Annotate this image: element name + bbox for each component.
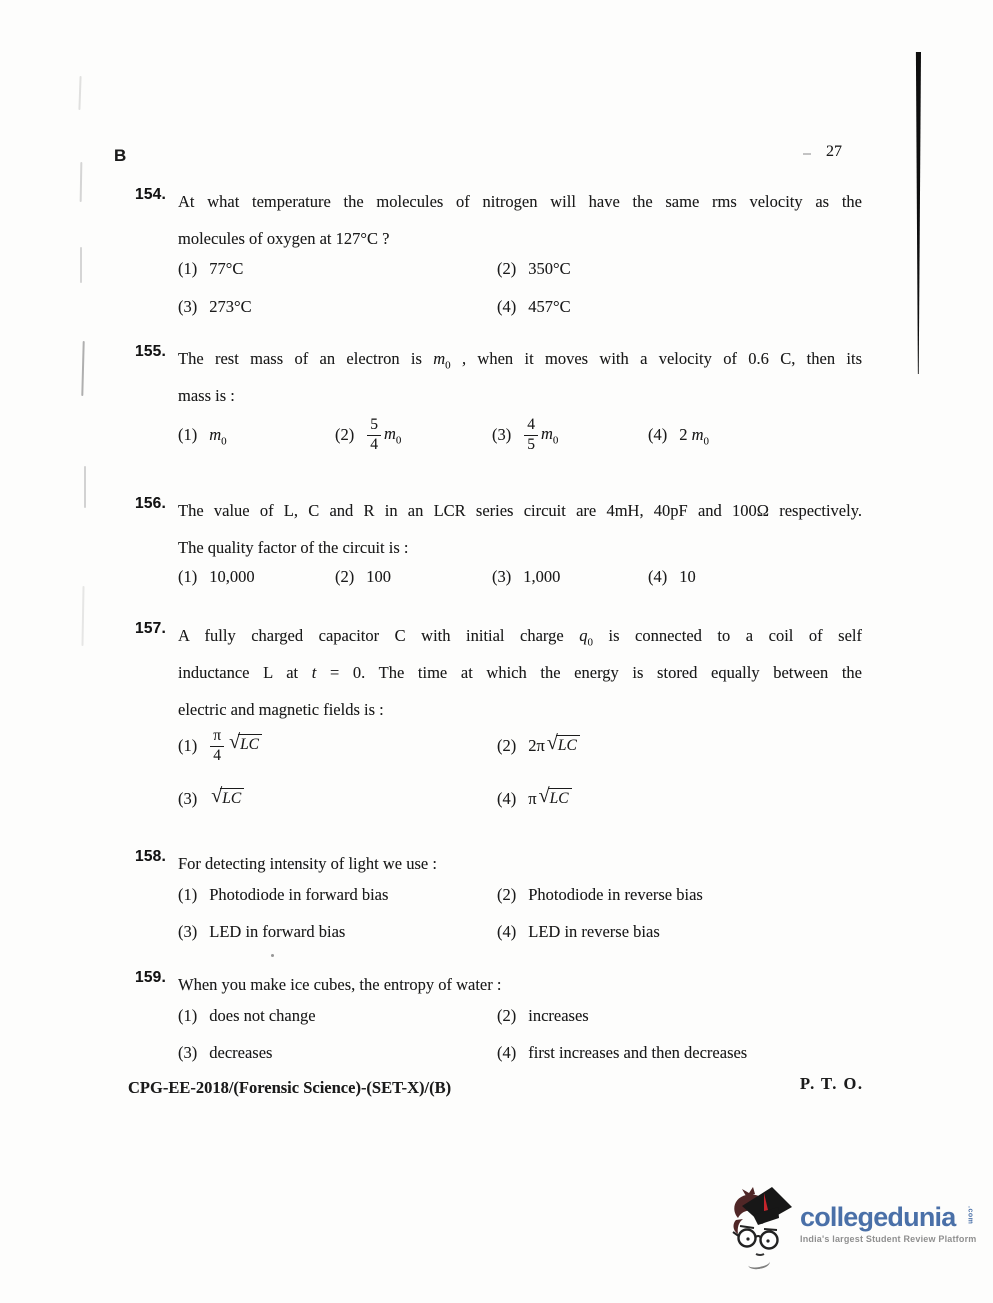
question-number: 156.: [135, 495, 166, 512]
option-item: [178, 566, 335, 588]
question-main: [178, 845, 862, 943]
option-item: [178, 785, 497, 810]
option-label: (2): [497, 1006, 517, 1025]
option-label: (3): [178, 297, 198, 316]
scan-tick: [81, 586, 84, 646]
option-value: [523, 417, 558, 453]
question-body: [178, 617, 862, 728]
option-item: [497, 258, 862, 280]
option-label: (2): [335, 567, 355, 586]
math-fraction: $\frac{5}{4}$: [367, 417, 381, 453]
logo-wordmark-text: collegedunia: [800, 1202, 956, 1232]
option-item: [178, 1042, 497, 1064]
option-item: [497, 1005, 862, 1027]
option-item: [335, 417, 492, 453]
option-label: (3): [178, 922, 198, 941]
math-sqrt: √ LC: [211, 788, 244, 808]
option-value: 77°C: [209, 259, 244, 278]
option-label: (1): [178, 736, 198, 756]
question-main: [178, 492, 862, 588]
option-value: [366, 417, 401, 453]
option-value: increases: [528, 1006, 589, 1025]
option-value: LED in forward bias: [209, 922, 346, 941]
option-label: (1): [178, 1006, 198, 1025]
option-label: (1): [178, 259, 198, 278]
scan-speck: [803, 153, 811, 155]
option-item: [492, 417, 648, 453]
option-value: [209, 728, 262, 764]
option-value: 100: [366, 567, 391, 586]
question-number: 157.: [135, 620, 166, 637]
option-item: [178, 921, 497, 943]
mascot-graduate-icon: [726, 1184, 796, 1260]
option-item: [497, 884, 862, 906]
option-label: (3): [492, 567, 512, 586]
question-body-line: The quality factor of the circuit is :: [178, 538, 409, 557]
logo-tagline: India's largest Student Review Platform: [800, 1234, 977, 1244]
option-item: [178, 728, 497, 764]
math-variable: q: [579, 626, 588, 645]
option-label: (3): [492, 425, 512, 445]
math-variable: m: [541, 424, 553, 444]
option-value: Photodiode in forward bias: [209, 885, 389, 904]
option-item: [497, 1042, 862, 1064]
math-subscript: 0: [587, 636, 593, 649]
math-variable: m: [384, 424, 396, 444]
scan-tick: [80, 247, 82, 283]
question-main: [178, 183, 862, 318]
option-value: 1,000: [523, 567, 561, 586]
scan-tick: [80, 162, 83, 202]
option-value: 10: [679, 567, 696, 586]
option-label: (2): [335, 425, 355, 445]
option-value: 350°C: [528, 259, 571, 278]
option-item: [178, 884, 497, 906]
options-grid: [178, 1005, 862, 1064]
question-body: [178, 340, 862, 414]
question-number: 158.: [135, 848, 166, 865]
option-value: 2π √ LC: [528, 735, 580, 757]
option-value: 10,000: [209, 567, 255, 586]
question-number: 154.: [135, 186, 166, 203]
question-body-line: When you make ice cubes, the entropy of water :: [178, 975, 502, 994]
question-154: [128, 183, 870, 318]
math-variable: m: [691, 425, 704, 445]
option-item: [178, 1005, 497, 1027]
option-label: (4): [497, 789, 517, 809]
question-155: [128, 340, 870, 453]
option-item: [335, 566, 492, 588]
question-body-line: For detecting intensity of light we use :: [178, 854, 437, 873]
option-label: (4): [497, 922, 517, 941]
footer-paper-code: CPG-EE-2018/(Forensic Science)-(SET-X)/(B): [128, 1078, 452, 1097]
option-value: decreases: [209, 1043, 273, 1062]
math-subscript: 0: [445, 359, 451, 372]
question-158: [128, 845, 870, 943]
scan-edge-bar: [915, 52, 921, 374]
options-grid: [178, 417, 862, 453]
option-label: (2): [497, 736, 517, 756]
math-fraction: $\frac{\pi}{4}$: [210, 728, 224, 764]
option-label: (1): [178, 567, 198, 586]
question-number: 159.: [135, 969, 166, 986]
question-159: [128, 966, 870, 1064]
math-sqrt: √ LC: [547, 735, 580, 755]
option-label: (1): [178, 885, 198, 904]
question-157: [128, 617, 870, 810]
math-subscript: 0: [221, 435, 227, 448]
option-label: (4): [648, 567, 668, 586]
page-number: 27: [826, 143, 842, 160]
option-label: (3): [178, 1043, 198, 1062]
question-body-line: A fully charged capacitor C with initial charge $q_0$ is connected to a coil of self: [178, 626, 862, 649]
question-body: [178, 845, 862, 882]
option-item: [648, 566, 862, 588]
option-value: [209, 785, 244, 810]
scan-speck: [271, 954, 274, 957]
option-item: [648, 424, 862, 446]
question-main: [178, 966, 862, 1064]
option-label: (3): [178, 789, 198, 809]
math-subscript: 0: [703, 435, 710, 448]
option-item: [178, 258, 497, 280]
option-value: π √ LC: [528, 788, 571, 810]
math-variable: m: [209, 425, 222, 445]
option-item: [497, 296, 862, 318]
question-body-line: electric and magnetic fields is :: [178, 700, 384, 719]
question-body-line: The rest mass of an electron is $m_0$ , when it moves with a velocity of 0.6 C, then its: [178, 349, 863, 372]
question-body: [178, 183, 862, 257]
question-number: 155.: [135, 343, 166, 360]
option-value: first increases and then decreases: [528, 1043, 748, 1062]
collegedunia-logo: [726, 1184, 983, 1260]
scan-tick: [81, 341, 84, 396]
question-main: [178, 340, 862, 453]
question-156: [128, 492, 870, 588]
option-label: (2): [497, 259, 517, 278]
question-body-line: mass is :: [178, 386, 235, 405]
question-main: [178, 617, 862, 810]
option-value: Photodiode in reverse bias: [528, 885, 703, 904]
option-value: [209, 424, 226, 446]
set-code-label: B: [114, 146, 127, 165]
question-body: [178, 966, 862, 1003]
option-label: (2): [497, 885, 517, 904]
scan-tick: [84, 466, 86, 508]
options-grid: [178, 884, 862, 943]
option-item: [178, 296, 497, 318]
question-body-line: The value of L, C and R in an LCR series circuit are 4mH, 40pF and 100Ω respectively.: [178, 501, 862, 520]
question-body-line: At what temperature the molecules of nitrogen will have the same rms velocity as the: [178, 192, 862, 211]
scan-tick: [78, 76, 81, 110]
math-subscript: 0: [552, 434, 559, 447]
option-label: (4): [497, 297, 517, 316]
option-label: (4): [648, 425, 668, 445]
question-body: [178, 492, 862, 566]
logo-tld: .com: [966, 1206, 974, 1225]
option-item: [497, 785, 862, 810]
question-body-line: inductance L at t = 0. The time at which the energy is stored equally between the: [178, 663, 862, 682]
option-value: 457°C: [528, 297, 571, 316]
math-sqrt: √ LC: [229, 734, 262, 754]
math-variable: t: [311, 663, 317, 682]
option-item: [497, 921, 862, 943]
math-fraction: $\frac{4}{5}$: [524, 417, 538, 453]
option-value: 273°C: [209, 297, 252, 316]
math-subscript: 0: [395, 434, 402, 447]
option-value: does not change: [209, 1006, 316, 1025]
option-label: (4): [497, 1043, 517, 1062]
option-value: 2 $m_0$: [679, 425, 710, 448]
option-item: [178, 424, 335, 446]
options-grid: [178, 258, 862, 318]
option-value: LED in reverse bias: [528, 922, 660, 941]
math-sqrt: √ LC: [539, 788, 572, 808]
options-grid: [178, 566, 862, 588]
option-item: [492, 566, 648, 588]
option-item: [497, 732, 862, 757]
question-body-line: molecules of oxygen at 127°C ?: [178, 229, 390, 248]
option-label: (1): [178, 425, 198, 445]
logo-wordmark: [800, 1204, 983, 1231]
footer-pto: P. T. O.: [800, 1074, 864, 1093]
math-variable: m: [433, 349, 446, 368]
options-grid: [178, 728, 862, 810]
